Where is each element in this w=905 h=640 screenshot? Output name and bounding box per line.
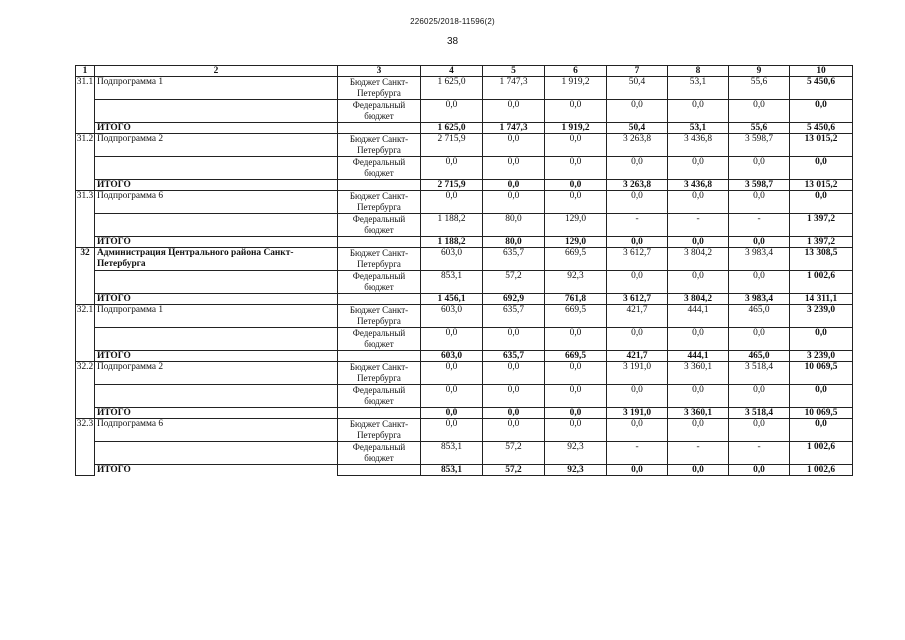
total-cell: 3 263,8 (607, 180, 668, 191)
total-row (76, 123, 853, 134)
value-cell: 0,0 (421, 191, 483, 214)
total-cell: 80,0 (483, 237, 545, 248)
value-cell: 444,1 (668, 305, 729, 328)
total-label: ИТОГО (95, 237, 338, 248)
value-cell: 0,0 (790, 385, 853, 408)
value-cell: 0,0 (729, 100, 790, 123)
value-cell: 1 397,2 (790, 214, 853, 237)
value-cell: 3 518,4 (729, 362, 790, 385)
value-cell: 0,0 (607, 271, 668, 294)
header-cell: 8 (668, 66, 729, 77)
total-cell: 761,8 (545, 294, 607, 305)
value-cell: 1 747,3 (483, 77, 545, 100)
value-cell: 0,0 (607, 157, 668, 180)
row-name: Подпрограмма 1 (95, 77, 338, 100)
header-cell: 9 (729, 66, 790, 77)
value-cell: 53,1 (668, 77, 729, 100)
total-row (76, 465, 853, 476)
total-cell: 5 450,6 (790, 123, 853, 134)
total-label: ИТОГО (95, 408, 338, 419)
value-cell: 0,0 (607, 328, 668, 351)
value-cell: 421,7 (607, 305, 668, 328)
funding-source: Бюджет Санкт-Петербурга (338, 191, 421, 214)
value-cell: - (729, 442, 790, 465)
value-cell: 0,0 (729, 385, 790, 408)
row-name: Подпрограмма 2 (95, 134, 338, 157)
value-cell: 0,0 (545, 362, 607, 385)
value-cell: 0,0 (607, 419, 668, 442)
value-cell: 0,0 (729, 157, 790, 180)
total-cell: 3 518,4 (729, 408, 790, 419)
value-cell: 0,0 (668, 328, 729, 351)
total-cell: 0,0 (421, 408, 483, 419)
funding-source: Бюджет Санкт-Петербурга (338, 248, 421, 271)
row-code (76, 351, 95, 362)
row-code (76, 271, 95, 294)
value-cell: 0,0 (607, 100, 668, 123)
funding-source: Федеральный бюджет (338, 214, 421, 237)
total-label: ИТОГО (95, 123, 338, 134)
value-cell: 0,0 (790, 100, 853, 123)
value-cell: 0,0 (668, 100, 729, 123)
data-row (76, 385, 853, 408)
row-name (95, 157, 338, 180)
value-cell: 0,0 (483, 362, 545, 385)
header-cell: 4 (421, 66, 483, 77)
total-cell: 3 436,8 (668, 180, 729, 191)
row-code (76, 442, 95, 465)
total-cell: 0,0 (607, 237, 668, 248)
total-cell: 3 983,4 (729, 294, 790, 305)
total-cell: 3 239,0 (790, 351, 853, 362)
row-name: Подпрограмма 1 (95, 305, 338, 328)
value-cell: 0,0 (483, 134, 545, 157)
total-cell: 0,0 (483, 408, 545, 419)
total-cell: 421,7 (607, 351, 668, 362)
total-cell: 57,2 (483, 465, 545, 476)
total-cell: 1 919,2 (545, 123, 607, 134)
total-label: ИТОГО (95, 294, 338, 305)
total-cell: 0,0 (483, 180, 545, 191)
data-row (76, 362, 853, 385)
data-row (76, 419, 853, 442)
row-code (76, 385, 95, 408)
value-cell: 1 625,0 (421, 77, 483, 100)
value-cell: 0,0 (668, 385, 729, 408)
value-cell: 669,5 (545, 248, 607, 271)
data-row (76, 214, 853, 237)
funding-source: Бюджет Санкт-Петербурга (338, 419, 421, 442)
data-row (76, 248, 853, 271)
row-code: 32.3 (76, 419, 95, 442)
value-cell: 3 360,1 (668, 362, 729, 385)
total-cell: 465,0 (729, 351, 790, 362)
value-cell: 92,3 (545, 442, 607, 465)
total-cell: 853,1 (421, 465, 483, 476)
value-cell: 55,6 (729, 77, 790, 100)
row-code: 32.1 (76, 305, 95, 328)
row-name: Подпрограмма 6 (95, 191, 338, 214)
value-cell: 3 804,2 (668, 248, 729, 271)
budget-table (75, 65, 853, 476)
funding-source (338, 294, 421, 305)
total-cell: 1 397,2 (790, 237, 853, 248)
value-cell: 603,0 (421, 248, 483, 271)
total-cell: 0,0 (545, 408, 607, 419)
value-cell: 603,0 (421, 305, 483, 328)
value-cell: 3 263,8 (607, 134, 668, 157)
total-cell: 444,1 (668, 351, 729, 362)
row-code: 31.1 (76, 77, 95, 100)
value-cell: 0,0 (729, 419, 790, 442)
value-cell: 0,0 (421, 385, 483, 408)
value-cell: 0,0 (545, 157, 607, 180)
data-row (76, 442, 853, 465)
value-cell: 3 983,4 (729, 248, 790, 271)
row-code (76, 465, 95, 476)
value-cell: 3 612,7 (607, 248, 668, 271)
funding-source: Федеральный бюджет (338, 385, 421, 408)
value-cell: 0,0 (545, 328, 607, 351)
value-cell: 0,0 (545, 100, 607, 123)
row-name (95, 214, 338, 237)
funding-source: Бюджет Санкт-Петербурга (338, 134, 421, 157)
total-cell: 10 069,5 (790, 408, 853, 419)
value-cell: 3 191,0 (607, 362, 668, 385)
row-code: 32.2 (76, 362, 95, 385)
total-cell: 3 612,7 (607, 294, 668, 305)
value-cell: 0,0 (421, 419, 483, 442)
value-cell: 0,0 (545, 134, 607, 157)
value-cell: 1 002,6 (790, 271, 853, 294)
value-cell: 0,0 (729, 328, 790, 351)
row-code (76, 180, 95, 191)
header-cell: 1 (76, 66, 95, 77)
value-cell: 0,0 (483, 328, 545, 351)
funding-source: Бюджет Санкт-Петербурга (338, 77, 421, 100)
total-label: ИТОГО (95, 180, 338, 191)
funding-source: Федеральный бюджет (338, 442, 421, 465)
data-row (76, 77, 853, 100)
funding-source (338, 465, 421, 476)
funding-source: Федеральный бюджет (338, 271, 421, 294)
value-cell: 0,0 (545, 385, 607, 408)
total-cell: 635,7 (483, 351, 545, 362)
value-cell: 0,0 (545, 419, 607, 442)
value-cell: 50,4 (607, 77, 668, 100)
value-cell: 1 002,6 (790, 442, 853, 465)
total-cell: 92,3 (545, 465, 607, 476)
total-cell: 3 804,2 (668, 294, 729, 305)
row-code (76, 294, 95, 305)
data-row (76, 157, 853, 180)
value-cell: 853,1 (421, 442, 483, 465)
funding-source: Федеральный бюджет (338, 328, 421, 351)
funding-source: Бюджет Санкт-Петербурга (338, 362, 421, 385)
value-cell: 0,0 (668, 419, 729, 442)
header-cell: 2 (95, 66, 338, 77)
total-cell: 14 311,1 (790, 294, 853, 305)
header-cell: 6 (545, 66, 607, 77)
row-name (95, 271, 338, 294)
total-row (76, 408, 853, 419)
value-cell: 0,0 (790, 419, 853, 442)
funding-source (338, 408, 421, 419)
value-cell: 1 188,2 (421, 214, 483, 237)
value-cell: 1 919,2 (545, 77, 607, 100)
value-cell: 0,0 (790, 191, 853, 214)
value-cell: 3 239,0 (790, 305, 853, 328)
page-number: 38 (446, 36, 459, 47)
total-cell: 55,6 (729, 123, 790, 134)
total-cell: 692,9 (483, 294, 545, 305)
total-cell: 0,0 (729, 237, 790, 248)
value-cell: 0,0 (668, 191, 729, 214)
row-code (76, 100, 95, 123)
row-name (95, 100, 338, 123)
total-cell: 1 747,3 (483, 123, 545, 134)
row-code: 31.3 (76, 191, 95, 214)
funding-source: Бюджет Санкт-Петербурга (338, 305, 421, 328)
total-cell: 669,5 (545, 351, 607, 362)
value-cell: 92,3 (545, 271, 607, 294)
funding-source (338, 180, 421, 191)
header-cell: 5 (483, 66, 545, 77)
total-cell: 1 002,6 (790, 465, 853, 476)
table-body (76, 66, 853, 476)
value-cell: 3 598,7 (729, 134, 790, 157)
value-cell: - (607, 214, 668, 237)
data-row (76, 271, 853, 294)
data-row (76, 100, 853, 123)
value-cell: 0,0 (607, 191, 668, 214)
value-cell: - (668, 214, 729, 237)
header-cell: 10 (790, 66, 853, 77)
value-cell: 465,0 (729, 305, 790, 328)
total-cell: 13 015,2 (790, 180, 853, 191)
total-cell: 3 598,7 (729, 180, 790, 191)
header-cell: 7 (607, 66, 668, 77)
value-cell: 0,0 (421, 100, 483, 123)
value-cell: 0,0 (421, 362, 483, 385)
value-cell: 853,1 (421, 271, 483, 294)
data-row (76, 305, 853, 328)
value-cell: 5 450,6 (790, 77, 853, 100)
value-cell: 0,0 (790, 328, 853, 351)
value-cell: 0,0 (790, 157, 853, 180)
row-code: 31.2 (76, 134, 95, 157)
value-cell: 129,0 (545, 214, 607, 237)
total-cell: 0,0 (545, 180, 607, 191)
value-cell: 13 308,5 (790, 248, 853, 271)
value-cell: 0,0 (421, 157, 483, 180)
value-cell: 0,0 (483, 157, 545, 180)
row-name (95, 442, 338, 465)
value-cell: 0,0 (607, 385, 668, 408)
row-name (95, 328, 338, 351)
value-cell: 0,0 (483, 419, 545, 442)
total-cell: 129,0 (545, 237, 607, 248)
value-cell: 0,0 (483, 385, 545, 408)
value-cell: 0,0 (729, 191, 790, 214)
value-cell: 669,5 (545, 305, 607, 328)
value-cell: 80,0 (483, 214, 545, 237)
total-cell: 3 360,1 (668, 408, 729, 419)
funding-source (338, 351, 421, 362)
row-code: 32 (76, 248, 95, 271)
value-cell: - (668, 442, 729, 465)
value-cell: 0,0 (668, 157, 729, 180)
document-id: 226025/2018-11596(2) (410, 17, 495, 26)
row-code (76, 157, 95, 180)
total-cell: 0,0 (607, 465, 668, 476)
total-cell: 2 715,9 (421, 180, 483, 191)
row-name (95, 385, 338, 408)
row-code (76, 408, 95, 419)
total-cell: 1 188,2 (421, 237, 483, 248)
total-cell: 0,0 (729, 465, 790, 476)
total-cell: 1 625,0 (421, 123, 483, 134)
header-cell: 3 (338, 66, 421, 77)
value-cell: - (729, 214, 790, 237)
row-code (76, 237, 95, 248)
total-label: ИТОГО (95, 351, 338, 362)
row-code (76, 123, 95, 134)
value-cell: 635,7 (483, 248, 545, 271)
value-cell: - (607, 442, 668, 465)
total-row (76, 180, 853, 191)
total-cell: 0,0 (668, 237, 729, 248)
value-cell: 0,0 (729, 271, 790, 294)
value-cell: 57,2 (483, 271, 545, 294)
value-cell: 0,0 (483, 100, 545, 123)
total-row (76, 237, 853, 248)
funding-source: Федеральный бюджет (338, 157, 421, 180)
row-name: Подпрограмма 2 (95, 362, 338, 385)
total-cell: 603,0 (421, 351, 483, 362)
value-cell: 0,0 (421, 328, 483, 351)
row-name: Подпрограмма 6 (95, 419, 338, 442)
funding-source (338, 237, 421, 248)
row-name: Администрация Центрального района Санкт-Петербурга (95, 248, 338, 271)
value-cell: 57,2 (483, 442, 545, 465)
data-row (76, 191, 853, 214)
total-cell: 0,0 (668, 465, 729, 476)
value-cell: 0,0 (668, 271, 729, 294)
value-cell: 10 069,5 (790, 362, 853, 385)
row-code (76, 214, 95, 237)
total-label: ИТОГО (95, 465, 338, 476)
total-cell: 3 191,0 (607, 408, 668, 419)
data-row (76, 328, 853, 351)
funding-source: Федеральный бюджет (338, 100, 421, 123)
value-cell: 13 015,2 (790, 134, 853, 157)
value-cell: 635,7 (483, 305, 545, 328)
funding-source (338, 123, 421, 134)
value-cell: 2 715,9 (421, 134, 483, 157)
total-cell: 53,1 (668, 123, 729, 134)
value-cell: 0,0 (483, 191, 545, 214)
total-cell: 50,4 (607, 123, 668, 134)
header-row (76, 66, 853, 77)
value-cell: 3 436,8 (668, 134, 729, 157)
row-code (76, 328, 95, 351)
data-row (76, 134, 853, 157)
total-row (76, 351, 853, 362)
value-cell: 0,0 (545, 191, 607, 214)
total-cell: 1 456,1 (421, 294, 483, 305)
total-row (76, 294, 853, 305)
